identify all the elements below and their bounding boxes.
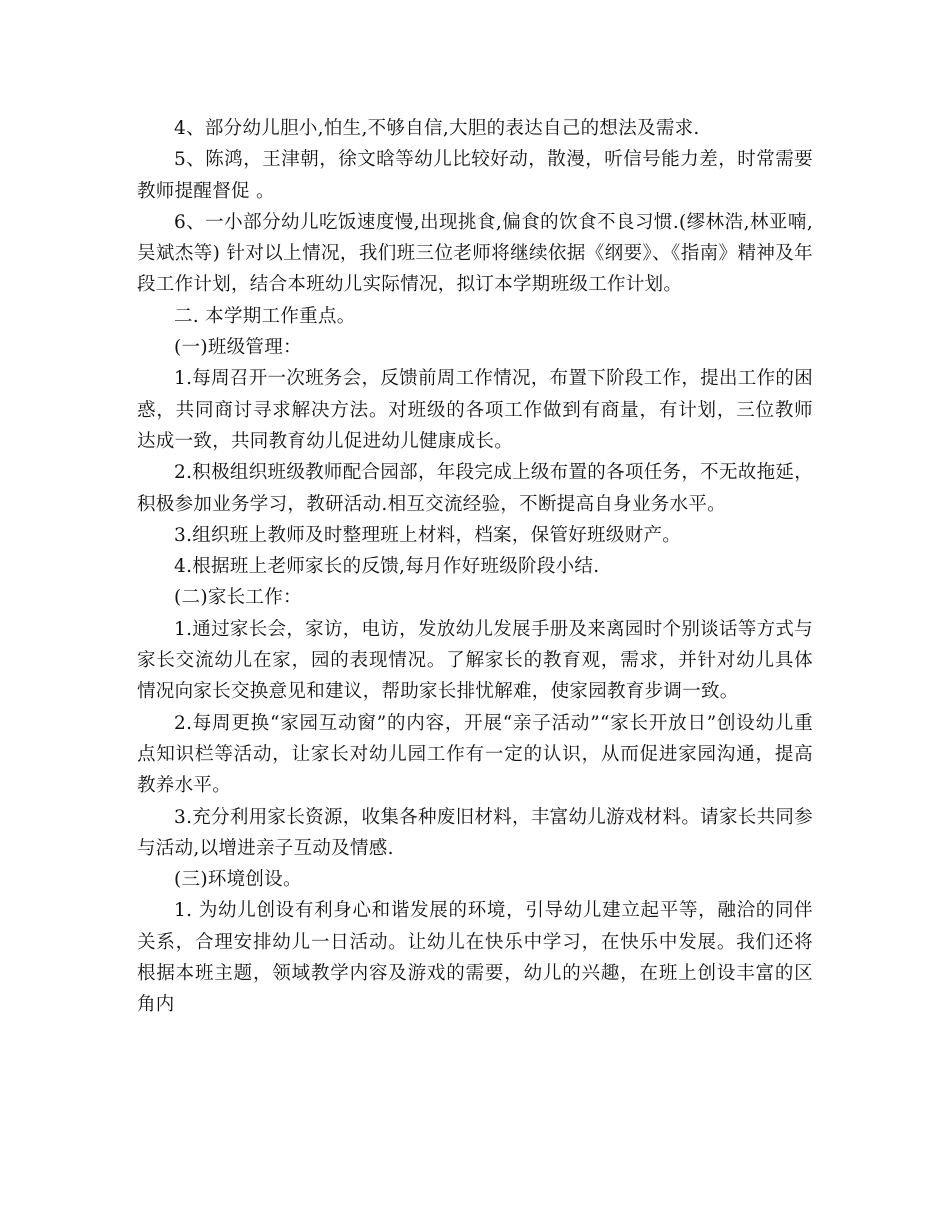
paragraph-eating-habits: 6、一小部分幼儿吃饭速度慢,出现挑食,偏食的饮食不良习惯.(缪林浩,林亚喃,吴斌杰等) 针对以上情况，我们班三位老师将继续依据《纲要》、《指南》精神及年段工作计划，结合本班幼儿实际情况，拟订本学期班级工作计划。 [137, 211, 813, 296]
paragraph-active-children: 5、陈鸿，王津朝，徐文晗等幼儿比较好动，散漫，听信号能力差，时常需要教师提醒督促 。 [137, 149, 813, 202]
paragraph-class-meeting: 1.每周召开一次班务会，反馈前周工作情况，布置下阶段工作，提出工作的困惑，共同商讨寻求解决方法。对班级的各项工作做到有商量，有计划，三位教师达成一致，共同教育幼儿促进幼儿健康成长。 [137, 368, 813, 452]
paragraph-parent-communication: 1.通过家长会，家访，电访，发放幼儿发展手册及来离园时个别谈话等方式与家长交流幼儿在家，园的表现情况。了解家长的教育观，需求，并针对幼儿具体情况向家长交换意见和建议，帮助家长排忧解难，使家园教育步调一致。 [137, 618, 813, 703]
paragraph-materials: 3.组织班上教师及时整理班上材料，档案，保管好班级财产。 [174, 524, 682, 546]
document-body [137, 113, 813, 1021]
subheading-environment: (三)环境创设。 [174, 869, 302, 891]
subheading-parent-work: (二)家长工作： [174, 587, 302, 609]
paragraph-parent-resources: 3.充分利用家长资源，收集各种废旧材料，丰富幼儿游戏材料。请家长共同参与活动,以增进亲子互动及情感. [137, 806, 813, 859]
paragraph-interaction-window: 2.每周更换“家园互动窗”的内容，开展“亲子活动”“家长开放日”创设幼儿重点知识栏等活动，让家长对幼儿园工作有一定的认识，从而促进家园沟通，提高教养水平。 [137, 712, 813, 797]
section-heading-work-focus: 二. 本学期工作重点。 [174, 305, 356, 327]
paragraph-monthly-summary: 4.根据班上老师家长的反馈,每月作好班级阶段小结. [174, 556, 600, 578]
paragraph-cooperation: 2.积极组织班级教师配合园部，年段完成上级布置的各项任务，不无故拖延，积极参加业务学习，教研活动.相互交流经验，不断提高自身业务水平。 [137, 462, 813, 515]
paragraph-timid-children: 4、部分幼儿胆小,怕生,不够自信,大胆的表达自己的想法及需求. [174, 118, 700, 139]
subheading-class-management: (一)班级管理： [174, 337, 302, 359]
paragraph-environment-creation: 1. 为幼儿创设有利身心和谐发展的环境，引导幼儿建立起平等，融洽的同伴关系，合理安排幼儿一日活动。让幼儿在快乐中学习，在快乐中发展。我们还将根据本班主题，领域教学内容及游戏的需要，幼儿的兴趣，在班上创设丰富的区角内 [137, 900, 813, 1016]
